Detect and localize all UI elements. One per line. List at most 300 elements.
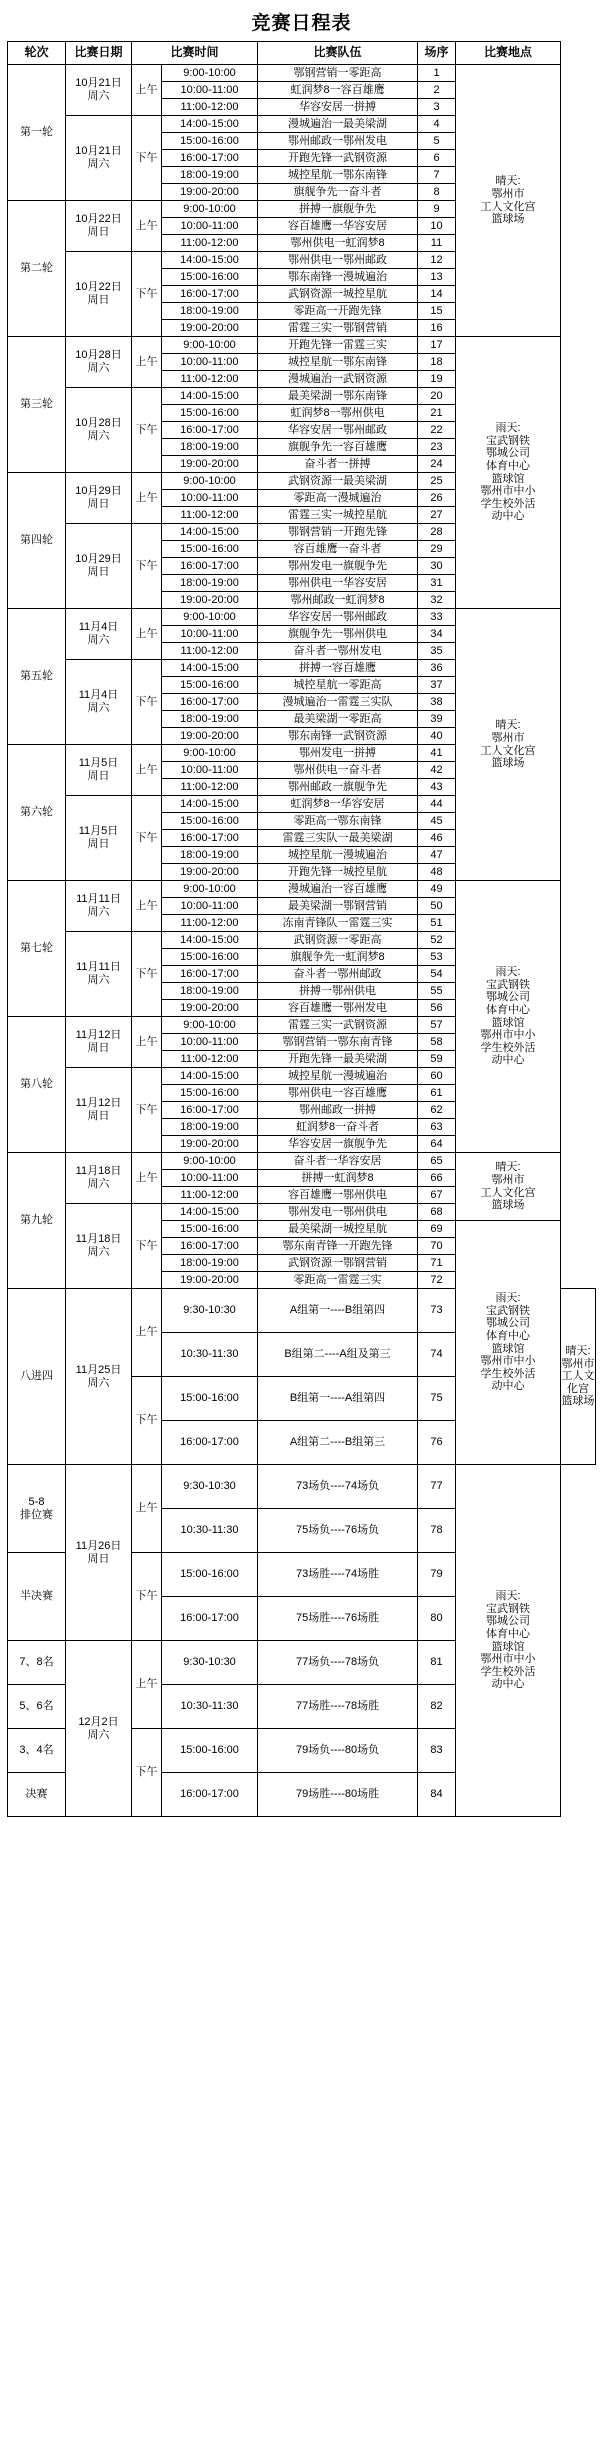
match-time: 18:00-19:00 bbox=[162, 575, 258, 592]
match-sequence: 17 bbox=[418, 337, 456, 354]
match-sequence: 33 bbox=[418, 609, 456, 626]
match-teams: 容百雄鹰一奋斗者 bbox=[258, 541, 418, 558]
match-sequence: 22 bbox=[418, 422, 456, 439]
half-day-label: 下午 bbox=[132, 252, 162, 337]
match-time: 18:00-19:00 bbox=[162, 439, 258, 456]
match-time: 14:00-15:00 bbox=[162, 524, 258, 541]
match-time: 10:00-11:00 bbox=[162, 490, 258, 507]
match-time: 10:30-11:30 bbox=[162, 1333, 258, 1377]
match-sequence: 52 bbox=[418, 932, 456, 949]
match-teams: 75场负----76场负 bbox=[258, 1509, 418, 1553]
match-time: 9:00-10:00 bbox=[162, 201, 258, 218]
match-time: 14:00-15:00 bbox=[162, 660, 258, 677]
half-day-label: 上午 bbox=[132, 201, 162, 252]
round-label: 第七轮 bbox=[8, 881, 66, 1017]
match-teams: 漫城遍治一最美梁湖 bbox=[258, 116, 418, 133]
match-teams: 最美梁湖一鄂东南锋 bbox=[258, 388, 418, 405]
match-time: 18:00-19:00 bbox=[162, 1119, 258, 1136]
half-day-label: 上午 bbox=[132, 337, 162, 388]
match-teams: A组第二----B组第三 bbox=[258, 1421, 418, 1465]
match-sequence: 44 bbox=[418, 796, 456, 813]
half-day-label: 下午 bbox=[132, 932, 162, 1017]
match-teams: 拼搏一容百雄鹰 bbox=[258, 660, 418, 677]
match-time: 9:00-10:00 bbox=[162, 745, 258, 762]
match-date: 11月26日 周日 bbox=[66, 1465, 132, 1641]
match-date: 11月18日 周六 bbox=[66, 1153, 132, 1204]
match-time: 15:00-16:00 bbox=[162, 949, 258, 966]
match-teams: 拼搏一旗舰争先 bbox=[258, 201, 418, 218]
match-time: 19:00-20:00 bbox=[162, 1136, 258, 1153]
match-time: 16:00-17:00 bbox=[162, 286, 258, 303]
match-sequence: 10 bbox=[418, 218, 456, 235]
match-sequence: 73 bbox=[418, 1289, 456, 1333]
match-teams: 旗舰争先一奋斗者 bbox=[258, 184, 418, 201]
match-teams: 虹润梦8一容百雄鹰 bbox=[258, 82, 418, 99]
match-date: 11月5日 周日 bbox=[66, 745, 132, 796]
round-label: 半决赛 bbox=[8, 1553, 66, 1641]
match-time: 14:00-15:00 bbox=[162, 1068, 258, 1085]
venue-label: 晴天: 鄂州市 工人文化宫 篮球场 bbox=[456, 1153, 561, 1221]
match-sequence: 74 bbox=[418, 1333, 456, 1377]
half-day-label: 下午 bbox=[132, 1729, 162, 1817]
round-label: 八进四 bbox=[8, 1289, 66, 1465]
header-teams: 比赛队伍 bbox=[258, 42, 418, 65]
match-teams: 零距高一鄂东南锋 bbox=[258, 813, 418, 830]
match-teams: B组第二----A组及第三 bbox=[258, 1333, 418, 1377]
match-teams: 鄂钢营销一开跑先锋 bbox=[258, 524, 418, 541]
match-date: 11月12日 周日 bbox=[66, 1068, 132, 1153]
table-row bbox=[8, 1153, 596, 1170]
match-sequence: 75 bbox=[418, 1377, 456, 1421]
match-time: 11:00-12:00 bbox=[162, 779, 258, 796]
match-sequence: 28 bbox=[418, 524, 456, 541]
match-sequence: 61 bbox=[418, 1085, 456, 1102]
match-teams: B组第一----A组第四 bbox=[258, 1377, 418, 1421]
match-teams: 鄂东南锋一漫城遍治 bbox=[258, 269, 418, 286]
match-time: 16:00-17:00 bbox=[162, 1597, 258, 1641]
match-teams: 开跑先锋一雷霆三实 bbox=[258, 337, 418, 354]
match-date: 11月12日 周日 bbox=[66, 1017, 132, 1068]
match-time: 11:00-12:00 bbox=[162, 1187, 258, 1204]
match-sequence: 76 bbox=[418, 1421, 456, 1465]
match-date: 12月2日 周六 bbox=[66, 1641, 132, 1817]
match-sequence: 68 bbox=[418, 1204, 456, 1221]
match-time: 9:00-10:00 bbox=[162, 65, 258, 82]
match-teams: 华容安居一旗舰争先 bbox=[258, 1136, 418, 1153]
match-time: 19:00-20:00 bbox=[162, 184, 258, 201]
match-sequence: 63 bbox=[418, 1119, 456, 1136]
match-time: 10:00-11:00 bbox=[162, 218, 258, 235]
match-sequence: 78 bbox=[418, 1509, 456, 1553]
match-sequence: 66 bbox=[418, 1170, 456, 1187]
match-teams: 最美梁湖一城控星航 bbox=[258, 1221, 418, 1238]
match-sequence: 46 bbox=[418, 830, 456, 847]
half-day-label: 上午 bbox=[132, 1017, 162, 1068]
match-sequence: 56 bbox=[418, 1000, 456, 1017]
match-sequence: 3 bbox=[418, 99, 456, 116]
match-teams: 最美梁湖一零距高 bbox=[258, 711, 418, 728]
match-teams: 鄂州发电一拼搏 bbox=[258, 745, 418, 762]
match-sequence: 55 bbox=[418, 983, 456, 1000]
half-day-label: 上午 bbox=[132, 65, 162, 116]
match-time: 9:00-10:00 bbox=[162, 881, 258, 898]
round-label: 第一轮 bbox=[8, 65, 66, 201]
match-sequence: 20 bbox=[418, 388, 456, 405]
match-time: 18:00-19:00 bbox=[162, 303, 258, 320]
match-sequence: 11 bbox=[418, 235, 456, 252]
match-sequence: 57 bbox=[418, 1017, 456, 1034]
match-time: 15:00-16:00 bbox=[162, 1553, 258, 1597]
match-time: 11:00-12:00 bbox=[162, 99, 258, 116]
match-sequence: 38 bbox=[418, 694, 456, 711]
match-time: 19:00-20:00 bbox=[162, 1000, 258, 1017]
match-teams: 鄂州供电一鄂州邮政 bbox=[258, 252, 418, 269]
match-teams: 鄂东南青锋一开跑先锋 bbox=[258, 1238, 418, 1255]
match-sequence: 19 bbox=[418, 371, 456, 388]
match-time: 9:30-10:30 bbox=[162, 1641, 258, 1685]
venue-label: 雨天: 宝武钢铁 鄂城公司 体育中心 篮球馆 鄂州市中小 学生校外活 动中心 bbox=[456, 881, 561, 1153]
table-row bbox=[8, 1465, 596, 1509]
match-time: 10:00-11:00 bbox=[162, 626, 258, 643]
match-sequence: 82 bbox=[418, 1685, 456, 1729]
match-time: 18:00-19:00 bbox=[162, 1255, 258, 1272]
match-date: 11月18日 周六 bbox=[66, 1204, 132, 1289]
match-date: 10月29日 周日 bbox=[66, 524, 132, 609]
match-sequence: 64 bbox=[418, 1136, 456, 1153]
half-day-label: 上午 bbox=[132, 1641, 162, 1729]
header-venue: 比赛地点 bbox=[456, 42, 561, 65]
match-sequence: 39 bbox=[418, 711, 456, 728]
half-day-label: 下午 bbox=[132, 524, 162, 609]
match-teams: 零距高一雷霆三实 bbox=[258, 1272, 418, 1289]
round-label: 决赛 bbox=[8, 1773, 66, 1817]
round-label: 第六轮 bbox=[8, 745, 66, 881]
venue-label: 雨天: 宝武钢铁 鄂城公司 体育中心 篮球馆 鄂州市中小 学生校外活 动中心 bbox=[456, 1221, 561, 1465]
match-time: 19:00-20:00 bbox=[162, 1272, 258, 1289]
match-sequence: 6 bbox=[418, 150, 456, 167]
match-sequence: 23 bbox=[418, 439, 456, 456]
round-label: 5-8 排位赛 bbox=[8, 1465, 66, 1553]
match-date: 10月28日 周六 bbox=[66, 337, 132, 388]
match-teams: 鄂州发电一鄂州供电 bbox=[258, 1204, 418, 1221]
header-time: 比赛时间 bbox=[132, 42, 258, 65]
match-time: 10:00-11:00 bbox=[162, 898, 258, 915]
match-sequence: 81 bbox=[418, 1641, 456, 1685]
match-sequence: 42 bbox=[418, 762, 456, 779]
match-time: 14:00-15:00 bbox=[162, 932, 258, 949]
match-time: 19:00-20:00 bbox=[162, 456, 258, 473]
match-time: 16:00-17:00 bbox=[162, 1238, 258, 1255]
round-label: 5、6名 bbox=[8, 1685, 66, 1729]
match-sequence: 8 bbox=[418, 184, 456, 201]
match-time: 9:00-10:00 bbox=[162, 609, 258, 626]
match-date: 11月5日 周日 bbox=[66, 796, 132, 881]
match-teams: 鄂州邮政一虹润梦8 bbox=[258, 592, 418, 609]
match-sequence: 43 bbox=[418, 779, 456, 796]
half-day-label: 下午 bbox=[132, 796, 162, 881]
round-label: 第九轮 bbox=[8, 1153, 66, 1289]
match-sequence: 29 bbox=[418, 541, 456, 558]
match-sequence: 5 bbox=[418, 133, 456, 150]
venue-label: 晴天: 鄂州市 工人文化宫 篮球场 bbox=[456, 65, 561, 337]
match-teams: 城控星航一鄂东南锋 bbox=[258, 354, 418, 371]
match-time: 19:00-20:00 bbox=[162, 728, 258, 745]
match-time: 11:00-12:00 bbox=[162, 643, 258, 660]
match-time: 16:00-17:00 bbox=[162, 1421, 258, 1465]
match-sequence: 69 bbox=[418, 1221, 456, 1238]
match-teams: 开跑先锋一武钢资源 bbox=[258, 150, 418, 167]
match-time: 14:00-15:00 bbox=[162, 388, 258, 405]
match-teams: 武钢资源一城控星航 bbox=[258, 286, 418, 303]
match-time: 15:00-16:00 bbox=[162, 813, 258, 830]
match-sequence: 45 bbox=[418, 813, 456, 830]
match-time: 10:00-11:00 bbox=[162, 1170, 258, 1187]
match-sequence: 49 bbox=[418, 881, 456, 898]
match-time: 15:00-16:00 bbox=[162, 677, 258, 694]
table-row bbox=[8, 881, 596, 898]
match-time: 14:00-15:00 bbox=[162, 796, 258, 813]
venue-label: 晴天: 鄂州市 工人文化宫 篮球场 bbox=[456, 609, 561, 881]
match-teams: 鄂钢营销一零距高 bbox=[258, 65, 418, 82]
header-date: 比赛日期 bbox=[66, 42, 132, 65]
round-label: 3、4名 bbox=[8, 1729, 66, 1773]
match-sequence: 25 bbox=[418, 473, 456, 490]
match-time: 15:00-16:00 bbox=[162, 269, 258, 286]
match-sequence: 16 bbox=[418, 320, 456, 337]
match-time: 10:00-11:00 bbox=[162, 1034, 258, 1051]
match-time: 15:00-16:00 bbox=[162, 1729, 258, 1773]
match-time: 15:00-16:00 bbox=[162, 133, 258, 150]
half-day-label: 上午 bbox=[132, 1153, 162, 1204]
round-label: 第四轮 bbox=[8, 473, 66, 609]
match-sequence: 32 bbox=[418, 592, 456, 609]
match-date: 11月4日 周六 bbox=[66, 609, 132, 660]
match-sequence: 35 bbox=[418, 643, 456, 660]
match-teams: 73场胜----74场胜 bbox=[258, 1553, 418, 1597]
match-teams: 城控星航一鄂东南锋 bbox=[258, 167, 418, 184]
half-day-label: 下午 bbox=[132, 1553, 162, 1641]
match-teams: 城控星航一漫城遍治 bbox=[258, 847, 418, 864]
match-time: 16:00-17:00 bbox=[162, 830, 258, 847]
match-teams: 79场负----80场负 bbox=[258, 1729, 418, 1773]
match-time: 10:00-11:00 bbox=[162, 762, 258, 779]
match-teams: 容百雄鹰一鄂州发电 bbox=[258, 1000, 418, 1017]
match-teams: 雷霆三实队一最美梁湖 bbox=[258, 830, 418, 847]
match-time: 10:00-11:00 bbox=[162, 354, 258, 371]
match-time: 14:00-15:00 bbox=[162, 252, 258, 269]
match-teams: 旗舰争先一虹润梦8 bbox=[258, 949, 418, 966]
half-day-label: 下午 bbox=[132, 1377, 162, 1465]
match-sequence: 54 bbox=[418, 966, 456, 983]
match-sequence: 51 bbox=[418, 915, 456, 932]
match-time: 9:30-10:30 bbox=[162, 1289, 258, 1333]
match-teams: 漫城遍治一武钢资源 bbox=[258, 371, 418, 388]
half-day-label: 上午 bbox=[132, 881, 162, 932]
match-time: 16:00-17:00 bbox=[162, 694, 258, 711]
header-seq: 场序 bbox=[418, 42, 456, 65]
match-sequence: 36 bbox=[418, 660, 456, 677]
match-date: 10月28日 周六 bbox=[66, 388, 132, 473]
match-time: 16:00-17:00 bbox=[162, 1102, 258, 1119]
match-teams: 雷霆三实一武钢资源 bbox=[258, 1017, 418, 1034]
match-teams: 旗舰争先一容百雄鹰 bbox=[258, 439, 418, 456]
round-label: 第五轮 bbox=[8, 609, 66, 745]
match-time: 10:30-11:30 bbox=[162, 1685, 258, 1729]
match-sequence: 62 bbox=[418, 1102, 456, 1119]
match-teams: 雷霆三实一城控星航 bbox=[258, 507, 418, 524]
round-label: 第二轮 bbox=[8, 201, 66, 337]
match-sequence: 50 bbox=[418, 898, 456, 915]
match-sequence: 34 bbox=[418, 626, 456, 643]
match-time: 15:00-16:00 bbox=[162, 1221, 258, 1238]
match-time: 10:30-11:30 bbox=[162, 1509, 258, 1553]
match-time: 19:00-20:00 bbox=[162, 592, 258, 609]
match-time: 11:00-12:00 bbox=[162, 1051, 258, 1068]
match-sequence: 30 bbox=[418, 558, 456, 575]
match-teams: 华容安居一鄂州邮政 bbox=[258, 422, 418, 439]
match-teams: 鄂东南锋一武钢资源 bbox=[258, 728, 418, 745]
match-time: 11:00-12:00 bbox=[162, 915, 258, 932]
half-day-label: 上午 bbox=[132, 1465, 162, 1553]
match-sequence: 83 bbox=[418, 1729, 456, 1773]
match-date: 10月22日 周日 bbox=[66, 201, 132, 252]
match-teams: 城控星航一漫城遍治 bbox=[258, 1068, 418, 1085]
match-sequence: 21 bbox=[418, 405, 456, 422]
match-sequence: 4 bbox=[418, 116, 456, 133]
match-sequence: 48 bbox=[418, 864, 456, 881]
match-sequence: 58 bbox=[418, 1034, 456, 1051]
match-teams: 鄂州供电一奋斗者 bbox=[258, 762, 418, 779]
match-date: 10月21日 周六 bbox=[66, 65, 132, 116]
match-time: 16:00-17:00 bbox=[162, 422, 258, 439]
match-time: 15:00-16:00 bbox=[162, 541, 258, 558]
match-sequence: 27 bbox=[418, 507, 456, 524]
match-sequence: 47 bbox=[418, 847, 456, 864]
match-teams: 虹润梦8一华容安居 bbox=[258, 796, 418, 813]
match-time: 14:00-15:00 bbox=[162, 1204, 258, 1221]
header-round: 轮次 bbox=[8, 42, 66, 65]
match-time: 18:00-19:00 bbox=[162, 167, 258, 184]
match-teams: 漫城遍治一容百雄鹰 bbox=[258, 881, 418, 898]
match-teams: 75场胜----76场胜 bbox=[258, 1597, 418, 1641]
match-time: 9:30-10:30 bbox=[162, 1465, 258, 1509]
match-date: 10月22日 周日 bbox=[66, 252, 132, 337]
venue-label: 晴天: 鄂州市 工人文化宫 篮球场 bbox=[561, 1289, 596, 1465]
match-time: 19:00-20:00 bbox=[162, 864, 258, 881]
match-sequence: 40 bbox=[418, 728, 456, 745]
match-teams: 奋斗者一华容安居 bbox=[258, 1153, 418, 1170]
match-time: 11:00-12:00 bbox=[162, 371, 258, 388]
half-day-label: 下午 bbox=[132, 660, 162, 745]
match-teams: 奋斗者一鄂州发电 bbox=[258, 643, 418, 660]
match-teams: 虹润梦8一奋斗者 bbox=[258, 1119, 418, 1136]
match-time: 19:00-20:00 bbox=[162, 320, 258, 337]
match-time: 16:00-17:00 bbox=[162, 966, 258, 983]
half-day-label: 下午 bbox=[132, 1068, 162, 1153]
match-teams: 鄂钢营销一鄂东南青锋 bbox=[258, 1034, 418, 1051]
match-sequence: 80 bbox=[418, 1597, 456, 1641]
match-teams: 鄂州供电一虹润梦8 bbox=[258, 235, 418, 252]
match-teams: 城控星航一零距高 bbox=[258, 677, 418, 694]
match-time: 16:00-17:00 bbox=[162, 1773, 258, 1817]
match-teams: 武钢资源一鄂钢营销 bbox=[258, 1255, 418, 1272]
match-sequence: 9 bbox=[418, 201, 456, 218]
match-teams: 开跑先锋一最美梁湖 bbox=[258, 1051, 418, 1068]
table-row bbox=[8, 337, 596, 354]
venue-label: 雨天: 宝武钢铁 鄂城公司 体育中心 篮球馆 鄂州市中小 学生校外活 动中心 bbox=[456, 1465, 561, 1817]
match-teams: 武钢资源一最美梁湖 bbox=[258, 473, 418, 490]
half-day-label: 上午 bbox=[132, 1289, 162, 1377]
match-time: 9:00-10:00 bbox=[162, 1017, 258, 1034]
match-date: 10月29日 周日 bbox=[66, 473, 132, 524]
match-teams: 雷霆三实一鄂钢营销 bbox=[258, 320, 418, 337]
match-sequence: 18 bbox=[418, 354, 456, 371]
match-time: 18:00-19:00 bbox=[162, 847, 258, 864]
match-teams: 虹润梦8一鄂州供电 bbox=[258, 405, 418, 422]
match-teams: 77场胜----78场胜 bbox=[258, 1685, 418, 1729]
match-date: 11月11日 周六 bbox=[66, 881, 132, 932]
match-time: 15:00-16:00 bbox=[162, 405, 258, 422]
match-teams: 冻南青锋队一雷霆三实 bbox=[258, 915, 418, 932]
match-sequence: 60 bbox=[418, 1068, 456, 1085]
match-date: 11月11日 周六 bbox=[66, 932, 132, 1017]
match-teams: 容百雄鹰一华容安居 bbox=[258, 218, 418, 235]
match-teams: 鄂州发电一旗舰争先 bbox=[258, 558, 418, 575]
match-teams: 鄂州供电一华容安居 bbox=[258, 575, 418, 592]
match-teams: 奋斗者一拼搏 bbox=[258, 456, 418, 473]
match-teams: 零距高一开跑先锋 bbox=[258, 303, 418, 320]
match-teams: 奋斗者一鄂州邮政 bbox=[258, 966, 418, 983]
match-teams: 容百雄鹰一鄂州供电 bbox=[258, 1187, 418, 1204]
match-teams: 79场胜----80场胜 bbox=[258, 1773, 418, 1817]
match-teams: 华容安居一鄂州邮政 bbox=[258, 609, 418, 626]
half-day-label: 下午 bbox=[132, 388, 162, 473]
match-sequence: 71 bbox=[418, 1255, 456, 1272]
venue-label: 雨天: 宝武钢铁 鄂城公司 体育中心 篮球馆 鄂州市中小 学生校外活 动中心 bbox=[456, 337, 561, 609]
match-sequence: 67 bbox=[418, 1187, 456, 1204]
match-time: 15:00-16:00 bbox=[162, 1377, 258, 1421]
match-sequence: 53 bbox=[418, 949, 456, 966]
match-sequence: 77 bbox=[418, 1465, 456, 1509]
match-sequence: 31 bbox=[418, 575, 456, 592]
header-row bbox=[8, 42, 596, 65]
match-sequence: 13 bbox=[418, 269, 456, 286]
match-sequence: 65 bbox=[418, 1153, 456, 1170]
match-teams: 鄂州邮政一拼搏 bbox=[258, 1102, 418, 1119]
match-date: 11月4日 周六 bbox=[66, 660, 132, 745]
match-sequence: 14 bbox=[418, 286, 456, 303]
match-teams: 77场负----78场负 bbox=[258, 1641, 418, 1685]
match-teams: 鄂州供电一容百雄鹰 bbox=[258, 1085, 418, 1102]
match-time: 18:00-19:00 bbox=[162, 983, 258, 1000]
match-time: 16:00-17:00 bbox=[162, 150, 258, 167]
match-time: 9:00-10:00 bbox=[162, 337, 258, 354]
match-sequence: 79 bbox=[418, 1553, 456, 1597]
table-row bbox=[8, 65, 596, 82]
match-teams: 拼搏一鄂州供电 bbox=[258, 983, 418, 1000]
match-sequence: 24 bbox=[418, 456, 456, 473]
match-sequence: 7 bbox=[418, 167, 456, 184]
half-day-label: 下午 bbox=[132, 1204, 162, 1289]
match-teams: 开跑先锋一城控星航 bbox=[258, 864, 418, 881]
round-label: 第三轮 bbox=[8, 337, 66, 473]
match-time: 16:00-17:00 bbox=[162, 558, 258, 575]
match-time: 15:00-16:00 bbox=[162, 1085, 258, 1102]
match-sequence: 26 bbox=[418, 490, 456, 507]
match-time: 9:00-10:00 bbox=[162, 1153, 258, 1170]
match-teams: 拼搏一虹润梦8 bbox=[258, 1170, 418, 1187]
half-day-label: 上午 bbox=[132, 473, 162, 524]
